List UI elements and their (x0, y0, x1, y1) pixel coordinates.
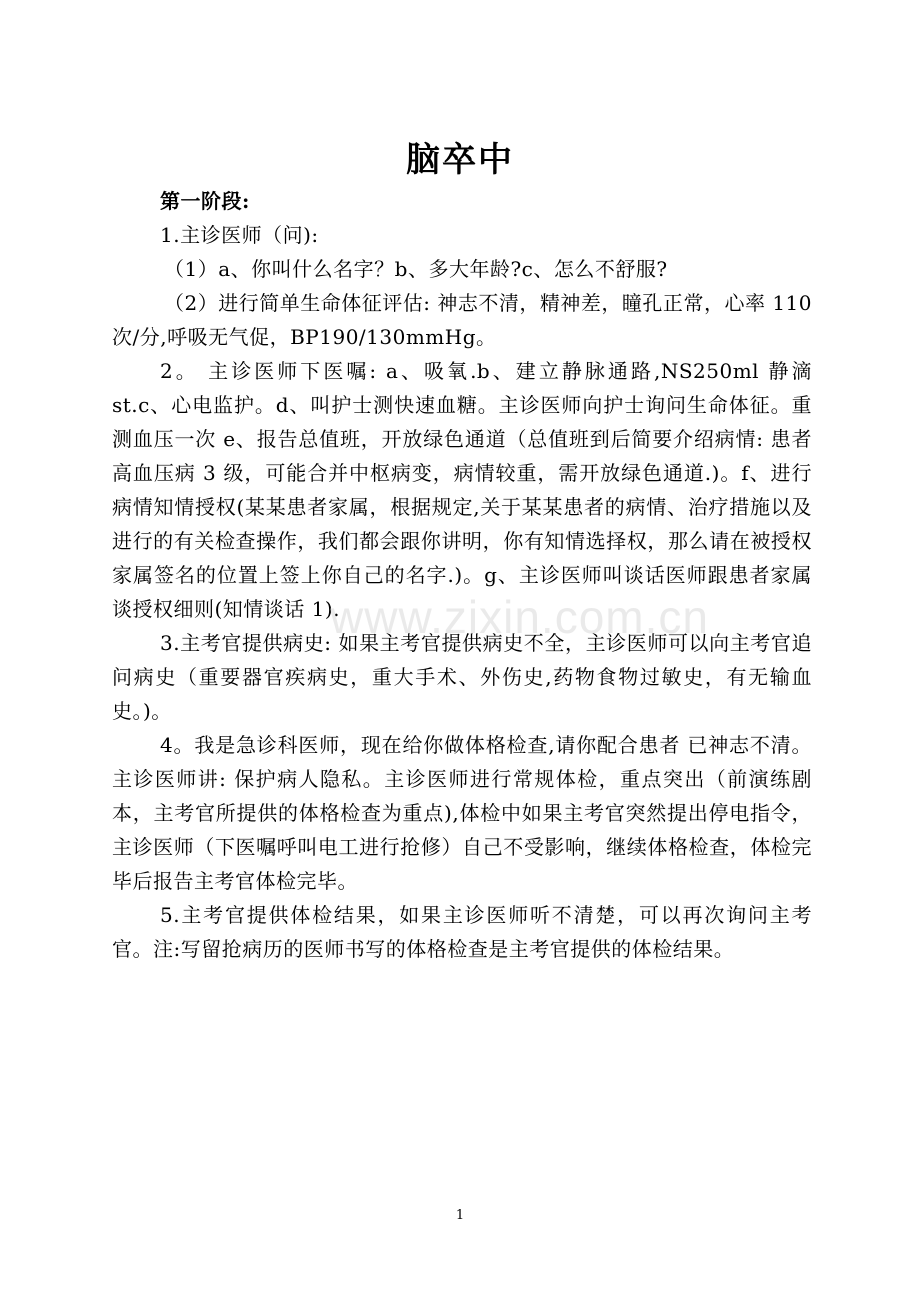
paragraph-step-4: 4。我是急诊科医师，现在给你做体格检查,请你配合患者 已神志不清。主诊医师讲: 保护病人隐私。主诊医师进行常规体检，重点突出（前演练剧本，主考官所提供的体格检查为重点),体检中如果主考官突然提出停电指令，主诊医师（下医嘱呼叫电工进行抢修）自己不受影响，继续体格检查，体检完毕后报告主考官体检完毕。 (112, 733, 812, 893)
paragraph-step-3: 3.主考官提供病史: 如果主考官提供病史不全，主诊医师可以向主考官追问病史（重要器官疾病史，重大手术、外伤史,药物食物过敏史，有无输血史。)。 (112, 631, 812, 723)
watermark: www.zixin.com.cn (330, 591, 709, 643)
paragraph-step-5: 5.主考官提供体检结果，如果主诊医师听不清楚，可以再次询问主考官。注:写留抢病历的医师书写的体格检查是主考官提供的体检结果。 (112, 903, 812, 961)
page-number: 1 (455, 1208, 465, 1223)
paragraph-step-2: 2。 主诊医师下医嘱: a、吸氧.b、建立静脉通路,NS250ml 静滴 st.c、心电监护。d、叫护士测快速血糖。主诊医师向护士询问生命体征。重测血压一次 e、报告总值班，开放绿色通道（总值班到后简要介绍病情: 患者高血压病 3 级，可能合并中枢病变，病情较重，需开放绿色通道.)。f、进行病情知情授权(某某患者家属，根据规定,关于某某患者的病情、治疗措施以及进行的有关检查操作，我们都会跟你讲明，你有知情选择权，那么请在被授权家属签名的位置上签上你自己的名字.)。g、主诊医师叫谈话医师跟患者家属谈授权细则(知情谈话 1). (112, 359, 812, 621)
paragraph-step-1: 1.主诊医师（问): (160, 223, 319, 247)
paragraph-step-1-questions: （1）a、你叫什么名字？b、多大年龄?c、怎么不舒服? (164, 257, 668, 281)
section-heading: 第一阶段: (160, 189, 250, 213)
document-body (112, 184, 812, 966)
document-title: 脑卒中 (406, 140, 514, 180)
paragraph-step-1-vitals: （2）进行简单生命体征评估: 神志不清，精神差，瞳孔正常，心率 110 次/分,呼吸无气促，BP190/130mmHg。 (112, 291, 812, 349)
